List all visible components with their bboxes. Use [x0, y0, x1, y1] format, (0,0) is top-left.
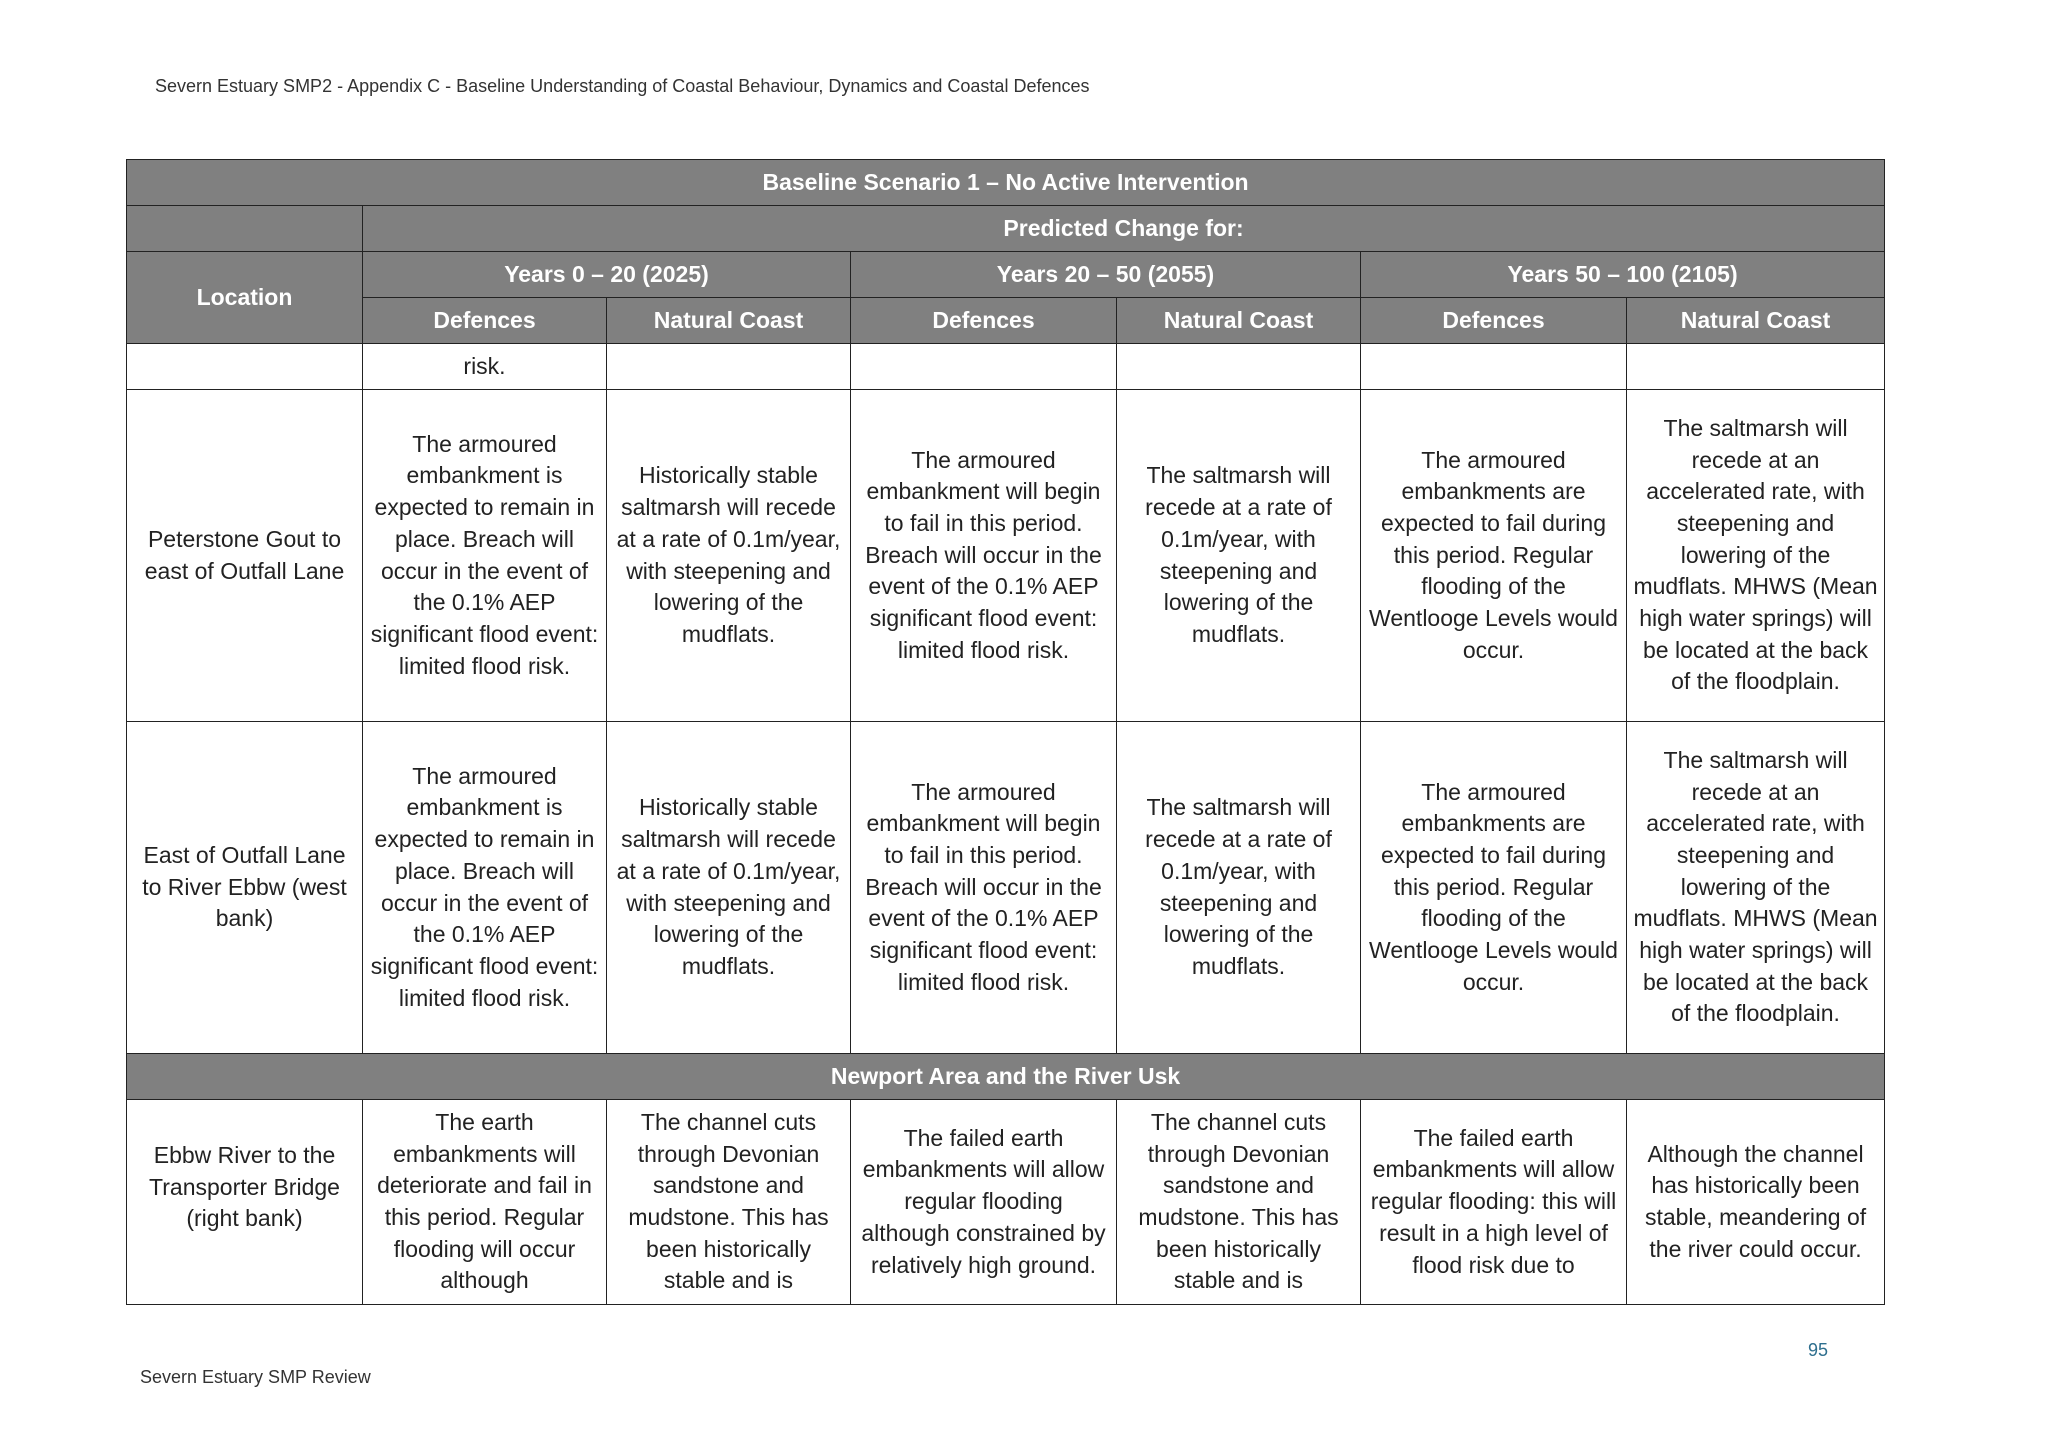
predicted-row [127, 206, 1885, 252]
baseline-scenario-table [126, 159, 1885, 1305]
table-cell: Historically stable saltmarsh will recede at a rate of 0.1m/year, with steepening and lowering of the mudflats. [607, 390, 851, 722]
document-header: Severn Estuary SMP2 - Appendix C - Baseline Understanding of Coastal Behaviour, Dynamics and Coastal Defences [155, 76, 1090, 96]
table-cell: The armoured embankment will begin to fail in this period. Breach will occur in the event of the 0.1% AEP significant flood event: limited flood risk. [851, 390, 1117, 722]
subheader-defences: Defences [363, 298, 607, 344]
table-title: Baseline Scenario 1 – No Active Intervention [127, 160, 1885, 206]
subheader-natural-coast: Natural Coast [607, 298, 851, 344]
section-title: Newport Area and the River Usk [127, 1054, 1885, 1100]
table-cell [127, 344, 363, 390]
table-cell: The armoured embankments are expected to fail during this period. Regular flooding of the Wentlooge Levels would occur. [1361, 390, 1627, 722]
table-cell [1117, 344, 1361, 390]
location-cell: Peterstone Gout to east of Outfall Lane [127, 390, 363, 722]
table-cell: The earth embankments will deteriorate and fail in this period. Regular flooding will occur although [363, 1100, 607, 1305]
table-cell: Historically stable saltmarsh will recede at a rate of 0.1m/year, with steepening and lowering of the mudflats. [607, 722, 851, 1054]
continuation-cell: risk. [363, 344, 607, 390]
table-cell: The saltmarsh will recede at a rate of 0.1m/year, with steepening and lowering of the mudflats. [1117, 390, 1361, 722]
subheader-defences: Defences [1361, 298, 1627, 344]
table-cell: Although the channel has historically been stable, meandering of the river could occur. [1627, 1100, 1885, 1305]
table-cell [1627, 344, 1885, 390]
table-cell [607, 344, 851, 390]
table-row [127, 1100, 1885, 1305]
page-number: 95 [1808, 1340, 1829, 1360]
table-row [127, 722, 1885, 1054]
section-row [127, 1054, 1885, 1100]
table-cell: The channel cuts through Devonian sandstone and mudstone. This has been historically stable and is [1117, 1100, 1361, 1305]
table-cell: The saltmarsh will recede at an accelerated rate, with steepening and lowering of the mudflats. MHWS (Mean high water springs) will be located at the back of the floodplain. [1627, 722, 1885, 1054]
table-cell: The channel cuts through Devonian sandstone and mudstone. This has been historically stable and is [607, 1100, 851, 1305]
predicted-change-label: Predicted Change for: [363, 206, 1885, 252]
location-header: Location [127, 252, 363, 344]
table-cell [851, 344, 1117, 390]
table-row [127, 390, 1885, 722]
location-cell: Ebbw River to the Transporter Bridge (right bank) [127, 1100, 363, 1305]
table-cell: The failed earth embankments will allow regular flooding although constrained by relatively high ground. [851, 1100, 1117, 1305]
period-row [127, 252, 1885, 298]
subheader-natural-coast: Natural Coast [1117, 298, 1361, 344]
continuation-row [127, 344, 1885, 390]
table-cell: The failed earth embankments will allow regular flooding: this will result in a high level of flood risk due to [1361, 1100, 1627, 1305]
table-cell [1361, 344, 1627, 390]
table-cell: The saltmarsh will recede at a rate of 0.1m/year, with steepening and lowering of the mudflats. [1117, 722, 1361, 1054]
table-cell: The armoured embankment will begin to fail in this period. Breach will occur in the event of the 0.1% AEP significant flood event: limited flood risk. [851, 722, 1117, 1054]
table-cell: The armoured embankment is expected to remain in place. Breach will occur in the event of the 0.1% AEP significant flood event: limited flood risk. [363, 390, 607, 722]
location-cell: East of Outfall Lane to River Ebbw (west bank) [127, 722, 363, 1054]
table-cell: The armoured embankment is expected to remain in place. Breach will occur in the event of the 0.1% AEP significant flood event: limited flood risk. [363, 722, 607, 1054]
blank-header-cell [127, 206, 363, 252]
period-header: Years 50 – 100 (2105) [1361, 252, 1885, 298]
table-cell: The saltmarsh will recede at an accelerated rate, with steepening and lowering of the mudflats. MHWS (Mean high water springs) will be located at the back of the floodplain. [1627, 390, 1885, 722]
subheader-defences: Defences [851, 298, 1117, 344]
table-cell: The armoured embankments are expected to fail during this period. Regular flooding of the Wentlooge Levels would occur. [1361, 722, 1627, 1054]
table-title-row [127, 160, 1885, 206]
document-footer: Severn Estuary SMP Review [140, 1367, 371, 1387]
subheader-row [127, 298, 1885, 344]
period-header: Years 20 – 50 (2055) [851, 252, 1361, 298]
period-header: Years 0 – 20 (2025) [363, 252, 851, 298]
subheader-natural-coast: Natural Coast [1627, 298, 1885, 344]
